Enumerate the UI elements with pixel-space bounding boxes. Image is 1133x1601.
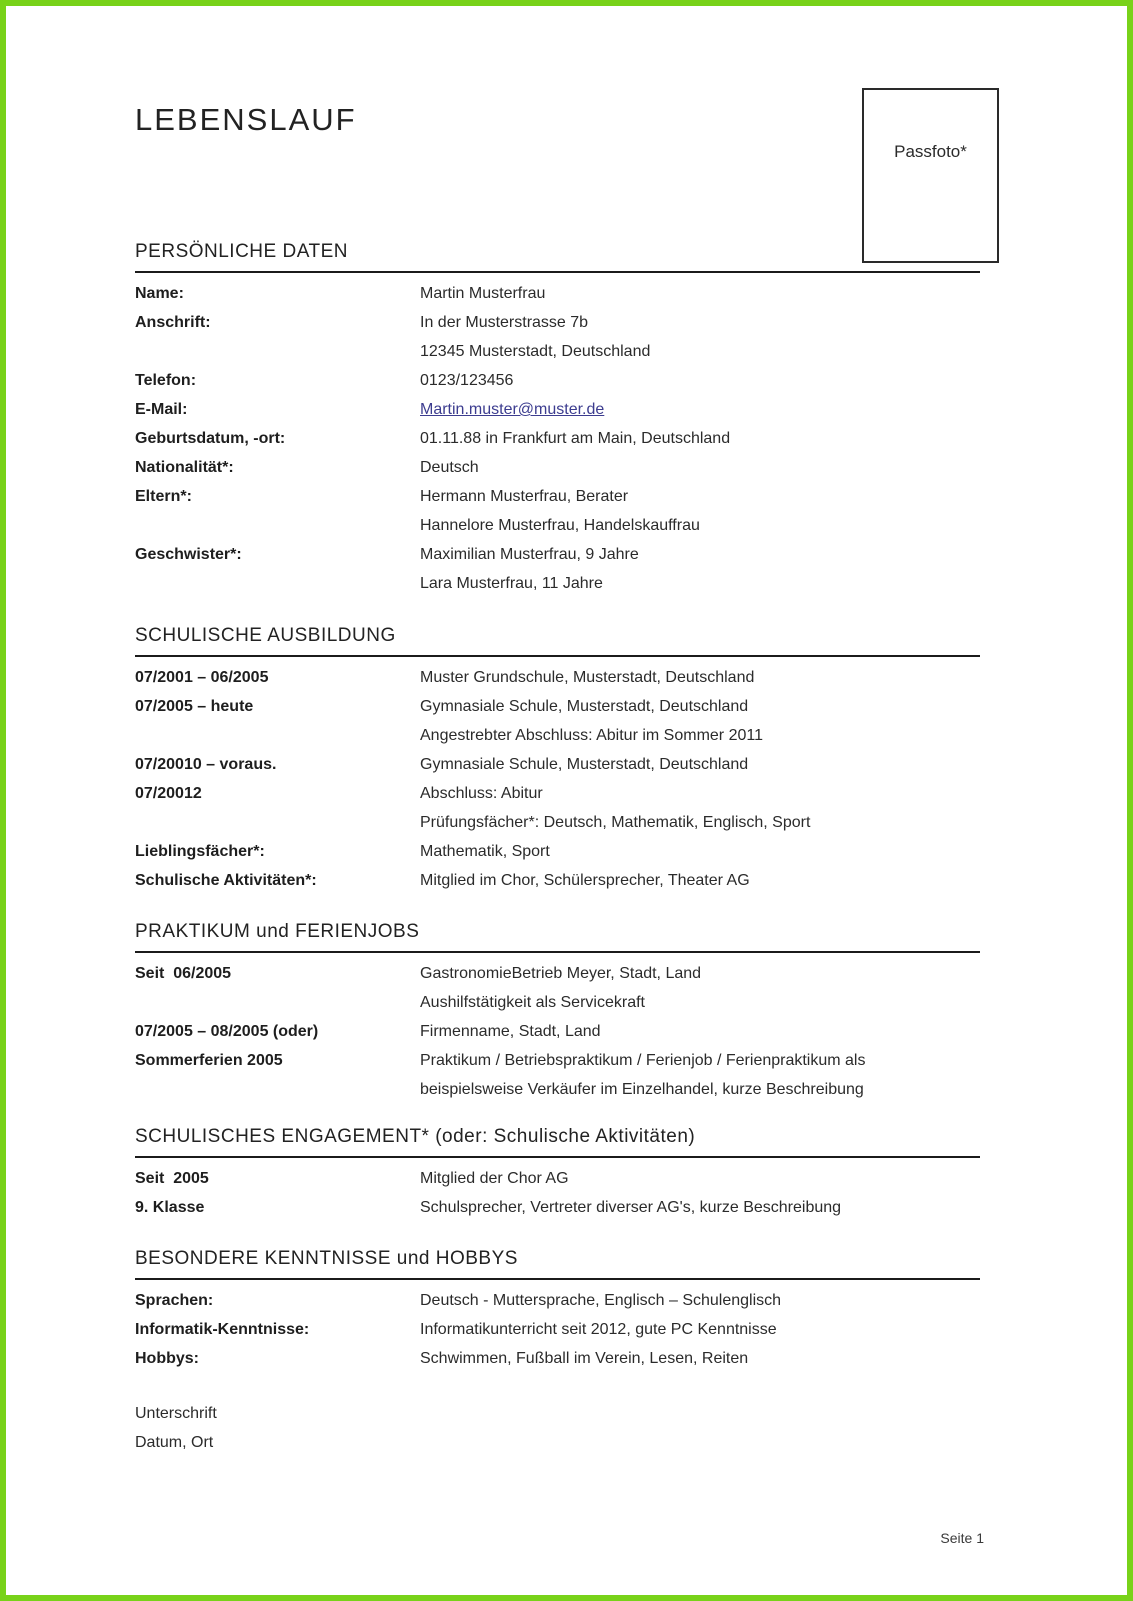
table-row xyxy=(135,1017,980,1046)
row-label: Nationalität*: xyxy=(135,459,234,476)
section-education xyxy=(135,625,980,895)
section-title: SCHULISCHE AUSBILDUNG xyxy=(135,625,396,646)
row-value: Deutsch xyxy=(420,459,479,476)
row-value: Mathematik, Sport xyxy=(420,843,550,860)
table-row xyxy=(135,988,980,1017)
row-label: Eltern*: xyxy=(135,488,192,505)
row-value: Mitglied der Chor AG xyxy=(420,1170,569,1187)
row-label xyxy=(135,721,420,750)
section-title: SCHULISCHES ENGAGEMENT* (oder: Schulische Aktivitäten) xyxy=(135,1126,696,1147)
table-row xyxy=(135,569,980,598)
row-label xyxy=(135,511,420,540)
row-label xyxy=(135,337,420,366)
resume-page xyxy=(6,6,1127,1595)
row-label: Anschrift: xyxy=(135,314,211,331)
table-row xyxy=(135,1286,980,1315)
row-value: Muster Grundschule, Musterstadt, Deutschland xyxy=(420,669,755,686)
row-label: Schulische Aktivitäten*: xyxy=(135,872,317,889)
row-label xyxy=(135,808,420,837)
passport-photo-label: Passfoto* xyxy=(894,142,967,161)
row-value: Deutsch - Muttersprache, Englisch – Schulenglisch xyxy=(420,1292,782,1309)
table-row xyxy=(135,453,980,482)
section-personal-data xyxy=(135,241,980,598)
page-title: LEBENSLAUF xyxy=(135,102,357,137)
table-row xyxy=(135,866,980,895)
table-row xyxy=(135,750,980,779)
table-row xyxy=(135,279,980,308)
row-label: 07/2005 – heute xyxy=(135,698,254,715)
section-divider xyxy=(135,1278,980,1280)
row-label: Hobbys: xyxy=(135,1350,199,1367)
row-value: Mitglied im Chor, Schülersprecher, Theater AG xyxy=(420,872,750,889)
table-row xyxy=(135,337,980,366)
row-label: 07/20010 – voraus. xyxy=(135,756,277,773)
row-label xyxy=(135,988,420,1017)
row-label: 07/2005 – 08/2005 (oder) xyxy=(135,1023,319,1040)
signature-block xyxy=(135,1399,980,1457)
section-school-engagement xyxy=(135,1126,980,1222)
row-value xyxy=(420,395,980,424)
row-value: 01.11.88 in Frankfurt am Main, Deutschland xyxy=(420,430,731,447)
section-divider xyxy=(135,1156,980,1158)
row-value: Schwimmen, Fußball im Verein, Lesen, Reiten xyxy=(420,1350,749,1367)
section-divider xyxy=(135,655,980,657)
section-divider xyxy=(135,951,980,953)
table-row xyxy=(135,511,980,540)
row-value: Lara Musterfrau, 11 Jahre xyxy=(420,575,603,592)
section-internships xyxy=(135,921,980,1104)
row-value: In der Musterstrasse 7b xyxy=(420,314,589,331)
row-value: GastronomieBetrieb Meyer, Stadt, Land xyxy=(420,965,702,982)
table-row xyxy=(135,482,980,511)
row-label xyxy=(135,569,420,598)
row-value: Abschluss: Abitur xyxy=(420,785,543,802)
row-label: Seit 2005 xyxy=(135,1170,209,1187)
row-label: Geschwister*: xyxy=(135,546,242,563)
table-row xyxy=(135,1193,980,1222)
row-value: Prüfungsfächer*: Deutsch, Mathematik, Englisch, Sport xyxy=(420,814,811,831)
row-value: Praktikum / Betriebspraktikum / Ferienjob / Ferienpraktikum als xyxy=(420,1052,866,1069)
email-link[interactable]: Martin.muster@muster.de xyxy=(420,401,605,418)
section-title: PRAKTIKUM und FERIENJOBS xyxy=(135,921,420,942)
row-value: Aushilfstätigkeit als Servicekraft xyxy=(420,994,645,1011)
row-value: Schulsprecher, Vertreter diverser AG's, kurze Beschreibung xyxy=(420,1199,842,1216)
table-row xyxy=(135,395,980,424)
row-value: Informatikunterricht seit 2012, gute PC Kenntnisse xyxy=(420,1321,777,1338)
row-value: beispielsweise Verkäufer im Einzelhandel, kurze Beschreibung xyxy=(420,1081,864,1098)
row-label: Seit 06/2005 xyxy=(135,965,232,982)
row-label: Telefon: xyxy=(135,372,197,389)
section-skills-hobbies xyxy=(135,1248,980,1373)
row-label xyxy=(135,1075,420,1104)
row-label: Name: xyxy=(135,285,184,302)
table-row xyxy=(135,808,980,837)
row-value: 0123/123456 xyxy=(420,372,514,389)
row-label: 07/2001 – 06/2005 xyxy=(135,669,269,686)
row-value: Hermann Musterfrau, Berater xyxy=(420,488,629,505)
row-label: Geburtsdatum, -ort: xyxy=(135,430,286,447)
row-value: Hannelore Musterfrau, Handelskauffrau xyxy=(420,517,700,534)
table-row xyxy=(135,1164,980,1193)
signature-label: Unterschrift xyxy=(135,1405,217,1422)
section-title: PERSÖNLICHE DATEN xyxy=(135,241,348,262)
section-title: BESONDERE KENNTNISSE und HOBBYS xyxy=(135,1248,518,1269)
row-label: 9. Klasse xyxy=(135,1199,205,1216)
row-label: Sommerferien 2005 xyxy=(135,1052,283,1069)
table-row xyxy=(135,308,980,337)
table-row xyxy=(135,663,980,692)
date-place-label: Datum, Ort xyxy=(135,1434,214,1451)
table-row xyxy=(135,424,980,453)
row-label: Lieblingsfächer*: xyxy=(135,843,265,860)
row-value: Maximilian Musterfrau, 9 Jahre xyxy=(420,546,639,563)
row-value: Angestrebter Abschluss: Abitur im Sommer 2011 xyxy=(420,727,763,744)
row-label: E-Mail: xyxy=(135,401,188,418)
row-value: Firmenname, Stadt, Land xyxy=(420,1023,601,1040)
table-row xyxy=(135,1075,980,1104)
table-row xyxy=(135,540,980,569)
table-row xyxy=(135,1315,980,1344)
table-row xyxy=(135,779,980,808)
row-value: 12345 Musterstadt, Deutschland xyxy=(420,343,651,360)
table-row xyxy=(135,721,980,750)
page-number: Seite 1 xyxy=(940,1530,984,1546)
table-row xyxy=(135,837,980,866)
section-divider xyxy=(135,271,980,273)
table-row xyxy=(135,1344,980,1373)
row-value: Gymnasiale Schule, Musterstadt, Deutschland xyxy=(420,756,749,773)
table-row xyxy=(135,692,980,721)
passport-photo-placeholder xyxy=(862,88,999,263)
row-value: Gymnasiale Schule, Musterstadt, Deutschland xyxy=(420,698,749,715)
table-row xyxy=(135,1046,980,1075)
table-row xyxy=(135,959,980,988)
row-label: Informatik-Kenntnisse: xyxy=(135,1321,310,1338)
table-row xyxy=(135,366,980,395)
row-value: Martin Musterfrau xyxy=(420,285,546,302)
row-label: 07/20012 xyxy=(135,785,202,802)
row-label: Sprachen: xyxy=(135,1292,214,1309)
